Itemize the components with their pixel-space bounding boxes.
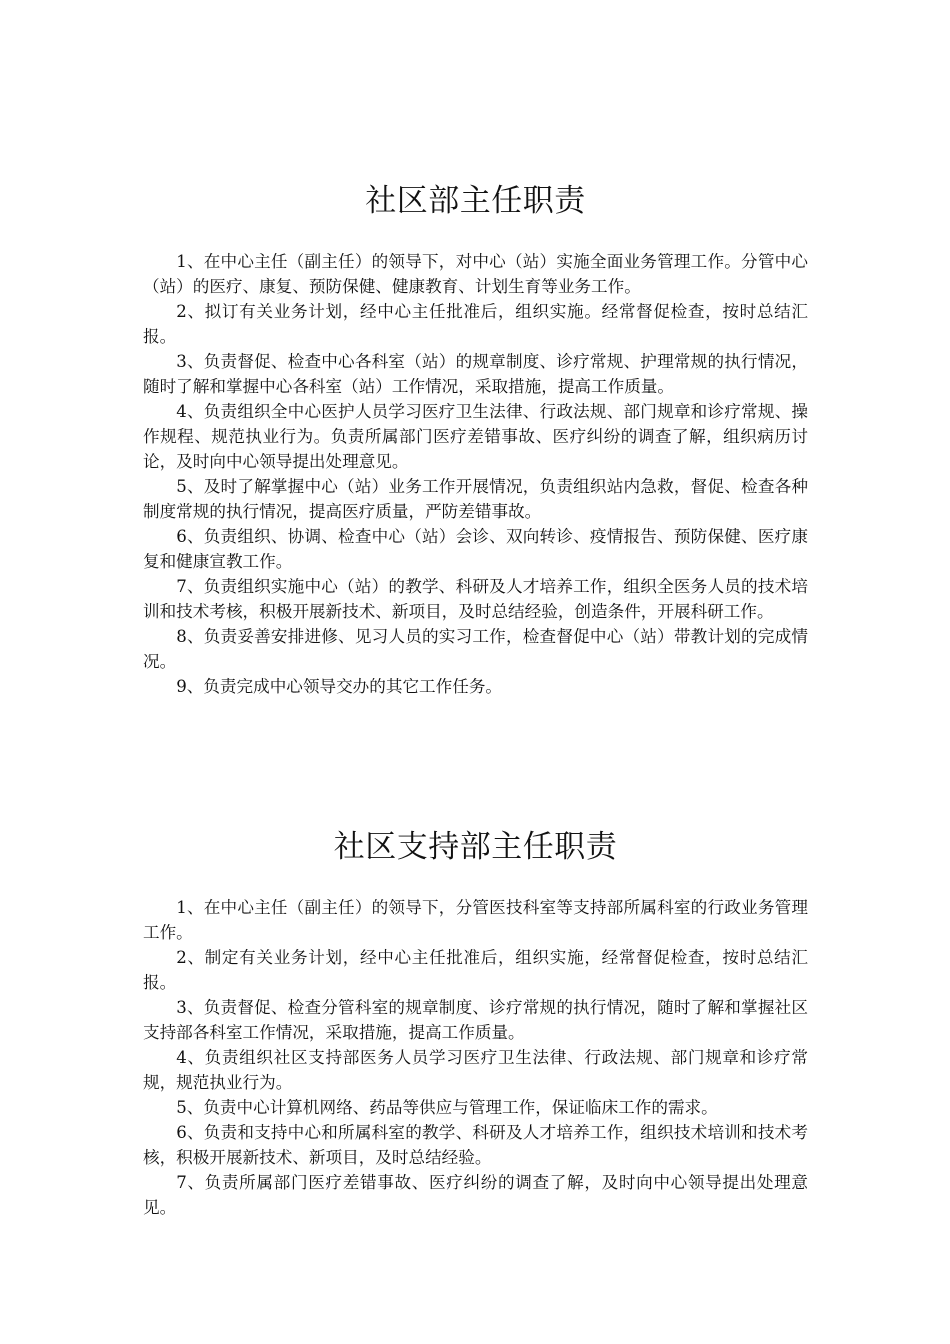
duty-item: 5、负责中心计算机网络、药品等供应与管理工作，保证临床工作的需求。 [176, 1098, 718, 1117]
duty-item: 7、负责组织实施中心（站）的教学、科研及人才培养工作，组织全医务人员的技术培训和技术考核，积极开展新技术、新项目，及时总结经验，创造条件，开展科研工作。 [143, 577, 808, 621]
duty-item: 2、拟订有关业务计划，经中心主任批准后，组织实施。经常督促检查，按时总结汇报。 [143, 302, 808, 346]
section-title: 社区支持部主任职责 [333, 829, 618, 865]
section-title: 社区部主任职责 [365, 183, 586, 219]
duty-item: 9、负责完成中心领导交办的其它工作任务。 [176, 677, 503, 696]
duty-item: 3、负责督促、检查分管科室的规章制度、诊疗常规的执行情况，随时了解和掌握社区支持部各科室工作情况，采取措施，提高工作质量。 [143, 998, 808, 1042]
duty-item: 4、负责组织全中心医护人员学习医疗卫生法律、行政法规、部门规章和诊疗常规、操作规程、规范执业行为。负责所属部门医疗差错事故、医疗纠纷的调查了解，组织病历讨论，及时向中心领导提出处理意见。 [143, 402, 808, 471]
duty-item: 1、在中心主任（副主任）的领导下，分管医技科室等支持部所属科室的行政业务管理工作。 [143, 898, 808, 942]
duty-item: 6、负责组织、协调、检查中心（站）会诊、双向转诊、疫情报告、预防保健、医疗康复和健康宣教工作。 [143, 527, 808, 571]
duty-list [143, 895, 808, 1220]
duty-item: 7、负责所属部门医疗差错事故、医疗纠纷的调查了解，及时向中心领导提出处理意见。 [143, 1173, 808, 1217]
section-community-director [143, 180, 808, 699]
section-support-director [143, 826, 808, 1220]
duty-item: 2、制定有关业务计划，经中心主任批准后，组织实施，经常督促检查，按时总结汇报。 [143, 948, 808, 992]
duty-item: 4、负责组织社区支持部医务人员学习医疗卫生法律、行政法规、部门规章和诊疗常规，规范执业行为。 [143, 1048, 808, 1092]
duty-item: 3、负责督促、检查中心各科室（站）的规章制度、诊疗常规、护理常规的执行情况，随时了解和掌握中心各科室（站）工作情况，采取措施，提高工作质量。 [143, 352, 808, 396]
duty-item: 5、及时了解掌握中心（站）业务工作开展情况，负责组织站内急救，督促、检查各种制度常规的执行情况，提高医疗质量，严防差错事故。 [143, 477, 808, 521]
duty-list [143, 249, 808, 699]
duty-item: 8、负责妥善安排进修、见习人员的实习工作，检查督促中心（站）带教计划的完成情况。 [143, 627, 808, 671]
duty-item: 1、在中心主任（副主任）的领导下，对中心（站）实施全面业务管理工作。分管中心（站）的医疗、康复、预防保健、健康教育、计划生育等业务工作。 [143, 252, 808, 296]
duty-item: 6、负责和支持中心和所属科室的教学、科研及人才培养工作，组织技术培训和技术考核，积极开展新技术、新项目，及时总结经验。 [143, 1123, 808, 1167]
